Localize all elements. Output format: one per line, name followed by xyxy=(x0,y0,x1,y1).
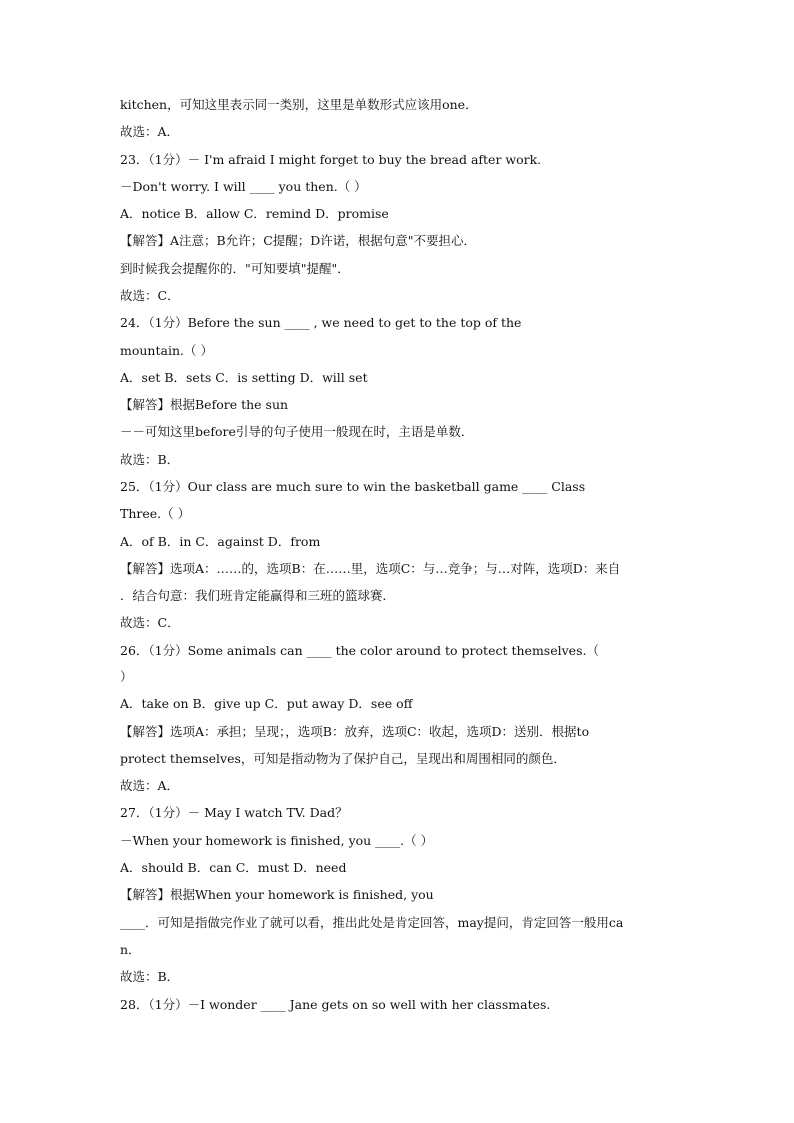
solution-text: ．结合句意：我们班肯定能赢得和三班的篮球赛． xyxy=(120,588,396,603)
question-27-stem: 27．（1分）－ May I watch TV. Dad？ xyxy=(120,805,348,820)
text-line: －Don't worry. I will ____ you then.（ ） xyxy=(120,179,367,194)
answer-choice: 故选：C． xyxy=(120,615,180,630)
question-28-stem: 28．（1分）－I wonder ____ Jane gets on so well with her classmates. xyxy=(120,997,551,1012)
answer-options: A．of B．in C．against D．from xyxy=(120,534,321,549)
answer-options: A．should B．can C．must D．need xyxy=(120,860,347,875)
question-26-stem: 26．（1分）Some animals can ____ the color around to protect themselves.（ xyxy=(120,643,599,658)
solution-text: －－可知这里before引导的句子使用一般现在时，主语是单数． xyxy=(120,424,474,439)
question-23-stem: 23．（1分）－ I'm afraid I might forget to buy the bread after work. xyxy=(120,152,542,167)
answer-choice: 故选：B． xyxy=(120,969,180,984)
answer-choice: 故选：B． xyxy=(120,452,180,467)
solution-text: 到时候我会提醒你的．"可知要填"提醒"． xyxy=(120,261,350,276)
solution-text: 【解答】A注意；B允许；C提醒；D许诺，根据句意"不要担心． xyxy=(120,233,477,248)
text-line: Three.（ ） xyxy=(120,506,191,521)
answer-options: A．notice B．allow C．remind D．promise xyxy=(120,206,389,221)
answer-options: A．set B．sets C．is setting D．will set xyxy=(120,370,368,385)
solution-text: n． xyxy=(120,942,141,957)
solution-text: 【解答】选项A：承担；呈现；，选项B：放弃，选项C：收起，选项D：送别．根据to xyxy=(120,724,590,739)
text-line: 故选：A． xyxy=(120,124,180,139)
solution-text: 【解答】根据Before the sun xyxy=(120,397,289,412)
answer-options: A．take on B．give up C．put away D．see off xyxy=(120,696,413,711)
text-line: mountain.（ ） xyxy=(120,343,213,358)
text-line: －When your homework is finished, you ____.（ ） xyxy=(120,833,434,848)
solution-text: 【解答】根据When your homework is finished, you xyxy=(120,887,434,902)
question-24-stem: 24．（1分）Before the sun ____ , we need to get to the top of the xyxy=(120,315,522,330)
question-25-stem: 25．（1分）Our class are much sure to win the basketball game ____ Class xyxy=(120,479,586,494)
solution-text: protect themselves，可知是指动物为了保护自己，呈现出和周围相同的颜色． xyxy=(120,751,566,766)
solution-text: ____．可知是指做完作业了就可以看，推出此处是肯定回答，may提问，肯定回答一般用ca xyxy=(120,915,624,930)
text-line: ） xyxy=(120,669,133,684)
answer-choice: 故选：A． xyxy=(120,778,180,793)
solution-text: 【解答】选项A：……的，选项B：在……里，选项C：与…竞争；与…对阵，选项D：来自 xyxy=(120,561,621,576)
answer-choice: 故选：C． xyxy=(120,288,180,303)
text-line: kitchen，可知这里表示同一类别，这里是单数形式应该用one． xyxy=(120,97,478,112)
